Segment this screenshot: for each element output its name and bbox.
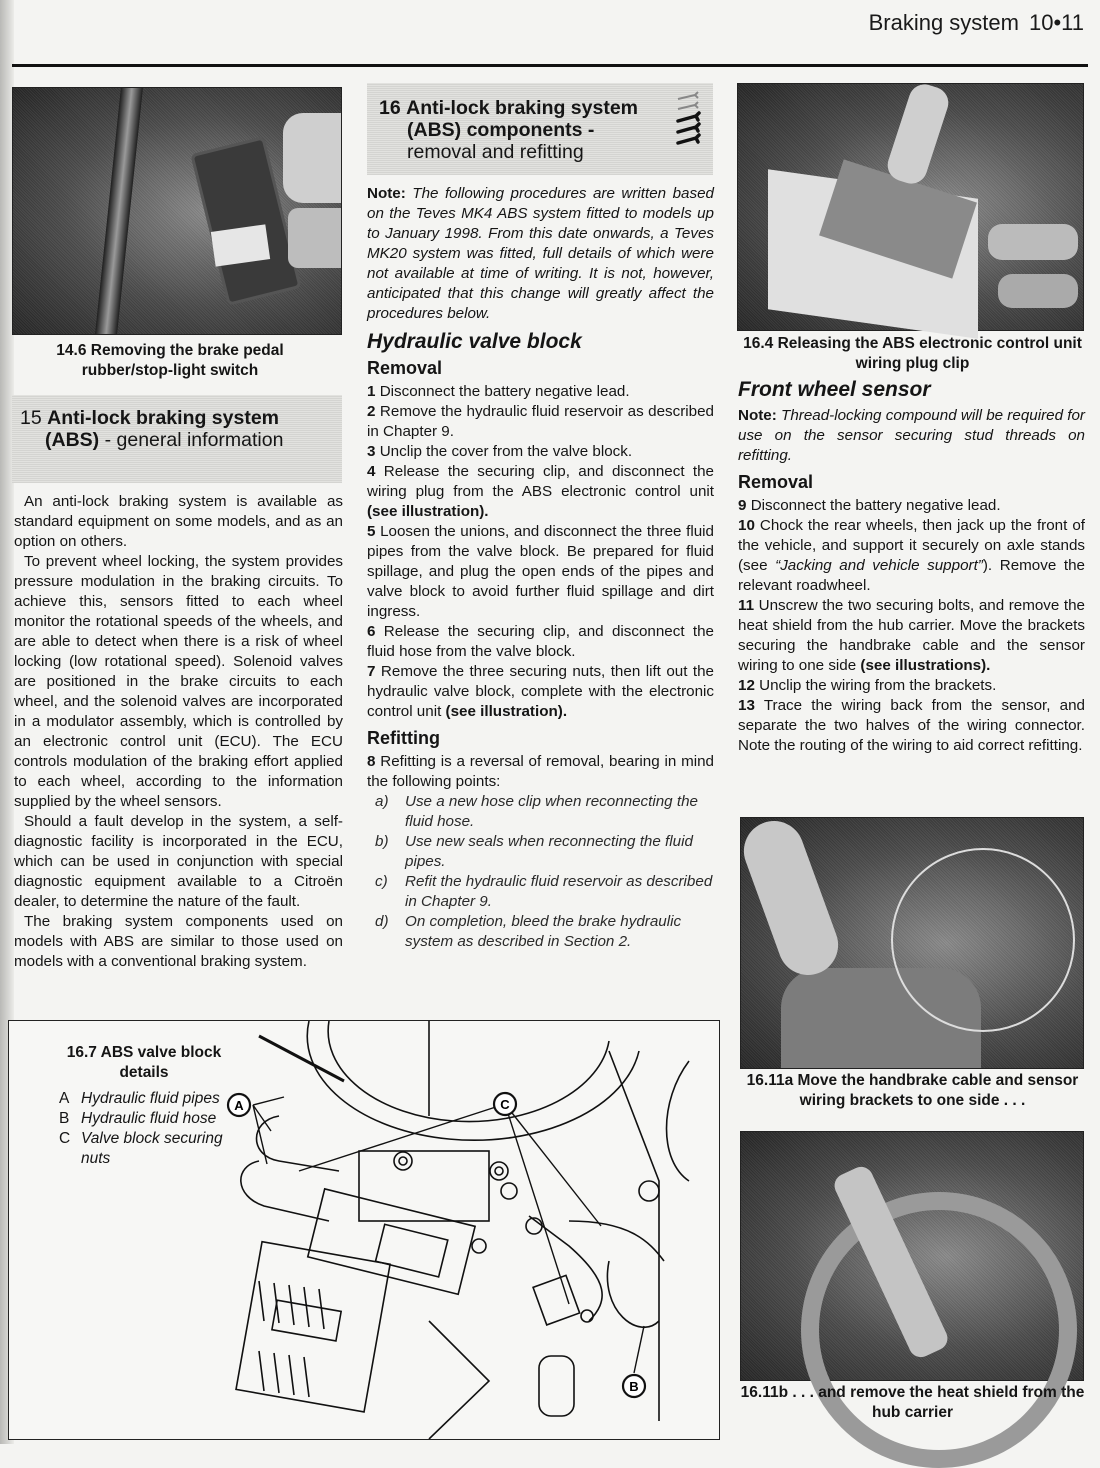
- diagram-title: 16.7 ABS valve block details: [66, 1044, 222, 1081]
- refit-point: [367, 912, 714, 952]
- paragraph: Should a fault develop in the system, a self-diagnostic facility is incorporated in the ECU, which can be used in conjunction with special diagnostic equipment available to a Citroën dealer, to determine the nature of the fault.: [14, 813, 343, 910]
- valve-block-line-drawing: [9, 1021, 719, 1439]
- callout-label: B: [629, 1379, 639, 1394]
- caption-16-4: 16.4 Releasing the ABS electronic control unit wiring plug clip: [743, 335, 1082, 372]
- legend-key: C: [59, 1130, 71, 1147]
- section-title-abbr: (ABS) components -: [407, 119, 595, 141]
- step-text: Unscrew the two securing bolts, and remove the heat shield from the hub carrier. Move the brackets securing the handbrake cable and the sensor wiring to one side: [738, 597, 1085, 674]
- step-text: Disconnect the battery negative lead.: [379, 383, 630, 400]
- header-rule: [12, 64, 1088, 67]
- removal-steps: [367, 382, 714, 722]
- subsection-heading: Hydraulic valve block: [367, 330, 582, 353]
- paragraph: The braking system components used on models with ABS are similar to those used on models with a conventional braking system.: [14, 913, 343, 970]
- section-16-header: [367, 83, 713, 175]
- section-title: Anti-lock braking system: [47, 407, 280, 429]
- subsection-heading: Front wheel sensor: [738, 378, 931, 401]
- step: [738, 496, 1085, 516]
- step-text: ). Remove the relevant roadwheel.: [738, 557, 1086, 594]
- step: [738, 516, 1085, 596]
- illustration-reference: (see illustration).: [367, 503, 489, 520]
- section-16-body: [367, 184, 714, 952]
- section-title-abbr: (ABS): [45, 429, 100, 451]
- section-subtitle: removal and refitting: [407, 141, 584, 163]
- removal-heading: Removal: [367, 358, 443, 378]
- step-text: Release the securing clip, and disconnect the fluid hose from the valve block.: [367, 623, 714, 660]
- callout-c: [494, 1093, 516, 1115]
- point-text: Use a new hose clip when reconnecting the fluid hose.: [405, 793, 698, 830]
- callout-label: C: [500, 1097, 510, 1112]
- step: [367, 522, 714, 622]
- step-number: 4: [367, 463, 376, 480]
- step-number: 12: [738, 677, 755, 694]
- header-title: Braking system: [868, 10, 1019, 35]
- step-text: Unclip the cover from the valve block.: [379, 443, 633, 460]
- step-text: Release the securing clip, and disconnect the wiring plug from the ABS electronic control unit: [367, 463, 714, 500]
- refit-point: [367, 872, 714, 912]
- illustration-reference: (see illustration).: [445, 703, 568, 720]
- step-number: 3: [367, 443, 376, 460]
- point-label: a): [375, 793, 389, 810]
- step-text: Chock the rear wheels, then jack up the front of the vehicle, and support it securely on axle stands (see: [738, 517, 1085, 574]
- callout-b: [623, 1375, 645, 1397]
- step-text: Loosen the unions, and disconnect the three fluid pipes from the valve block. Be prepared for fluid spillage, and plug the open ends of the pipes and valve block to avoid further fluid spillage and dirt ingress.: [367, 523, 714, 620]
- step-number: 5: [367, 523, 376, 540]
- refit-point: [367, 792, 714, 832]
- step-text: Remove the three securing nuts, then lift out the hydraulic valve block, complete with the electronic control unit: [367, 663, 714, 720]
- legend-text: Hydraulic fluid pipes: [81, 1090, 220, 1107]
- step-text: Unclip the wiring from the brackets.: [759, 677, 997, 694]
- step-number: 11: [738, 597, 755, 614]
- step-text: Disconnect the battery negative lead.: [750, 497, 1001, 514]
- step-number: 6: [367, 623, 376, 640]
- section-number: 16: [379, 97, 401, 119]
- section-15-header: [12, 395, 342, 483]
- page-number: 10•11: [1028, 10, 1084, 35]
- step-text: Trace the wiring back from the sensor, and separate the two halves of the wiring connector. Note the routing of the wiring to aid correct refitting.: [738, 697, 1085, 754]
- point-text: Refit the hydraulic fluid reservoir as described in Chapter 9.: [405, 873, 713, 910]
- point-text: Use new seals when reconnecting the fluid pipes.: [405, 833, 693, 870]
- legend-text: Valve block securing nuts: [81, 1130, 223, 1167]
- step-number: 9: [738, 497, 747, 514]
- procedure-note: Note: Thread-locking compound will be required for use on the sensor securing stud threads on refitting.: [738, 407, 1085, 464]
- step: 8 Refitting is a reversal of removal, bearing in mind the following points:: [367, 753, 714, 790]
- step: [738, 676, 1085, 696]
- step: [367, 662, 714, 722]
- step: [367, 622, 714, 662]
- removal-heading: Removal: [738, 472, 814, 492]
- legend-key: A: [59, 1090, 70, 1107]
- running-header: [869, 10, 1084, 36]
- photo-16-11b: [740, 1131, 1084, 1381]
- step-number: 2: [367, 403, 376, 420]
- section-15-body: [14, 492, 343, 972]
- callout-a: [228, 1094, 250, 1116]
- removal-steps: [738, 496, 1085, 756]
- paragraph: To prevent wheel locking, the system provides pressure modulation in the braking circuits. To achieve this, sensors fitted to each wheel monitor the rotational speeds of the wheels, and are able to detect when there is a risk of wheel locking (low rotational speed). Solenoid valves are positioned in the brake circuits to each wheel, and the solenoid valves are incorporated in a modulator assembly, which is controlled by an electronic control unit (ECU). The ECU controls modulation of the braking effort applied to each wheel, according to the information supplied by the wheel sensors.: [14, 553, 343, 810]
- refitting-heading: Refitting: [367, 728, 440, 748]
- step: [367, 382, 714, 402]
- step: [367, 462, 714, 522]
- refit-point: [367, 832, 714, 872]
- photo-16-11a: [740, 817, 1084, 1069]
- legend-key: B: [59, 1110, 70, 1127]
- photo-14-6: [12, 87, 342, 335]
- step-number: 10: [738, 517, 755, 534]
- section-title: Anti-lock braking system: [406, 97, 639, 119]
- step: [367, 442, 714, 462]
- front-wheel-sensor-body: [738, 376, 1085, 756]
- step-text: Remove the hydraulic fluid reservoir as described in Chapter 9.: [367, 403, 714, 440]
- point-label: c): [375, 873, 388, 890]
- point-label: b): [375, 833, 389, 850]
- step: [738, 696, 1085, 756]
- point-text: On completion, bleed the brake hydraulic system as described in Section 2.: [405, 913, 682, 950]
- callout-label: A: [234, 1098, 244, 1113]
- caption-16-11a: 16.11a Move the handbrake cable and sensor wiring brackets to one side . . .: [746, 1072, 1079, 1109]
- section-number: 15: [20, 407, 42, 429]
- illustration-reference: (see illustrations).: [860, 657, 991, 674]
- point-label: d): [375, 913, 389, 930]
- step: [738, 596, 1085, 676]
- step-number: 13: [738, 697, 755, 714]
- paragraph: An anti-lock braking system is available as standard equipment on some models, and as an option on others.: [14, 493, 343, 550]
- section-subtitle: - general information: [99, 429, 284, 451]
- procedure-note: Note: The following procedures are written based on the Teves MK4 ABS system fitted to models up to January 1998. From this date onwards, a Teves MK20 system was fitted, full details of which were not available at time of writing. It is not, however, anticipated that this change will greatly affect the procedures below.: [367, 185, 714, 322]
- spanner-rating-icon: [675, 91, 701, 151]
- step: [367, 402, 714, 442]
- step-number: 1: [367, 383, 376, 400]
- photo-16-4: [737, 83, 1084, 331]
- caption-16-11b: 16.11b . . . and remove the heat shield from the hub carrier: [740, 1384, 1085, 1421]
- refit-points-list: [367, 792, 714, 952]
- step-number: 7: [367, 663, 376, 680]
- caption-14-6: 14.6 Removing the brake pedal rubber/stop-light switch: [56, 342, 284, 379]
- legend-text: Hydraulic fluid hose: [81, 1110, 217, 1127]
- cross-reference: “Jacking and vehicle support”: [775, 557, 983, 574]
- diagram-16-7: [8, 1020, 720, 1440]
